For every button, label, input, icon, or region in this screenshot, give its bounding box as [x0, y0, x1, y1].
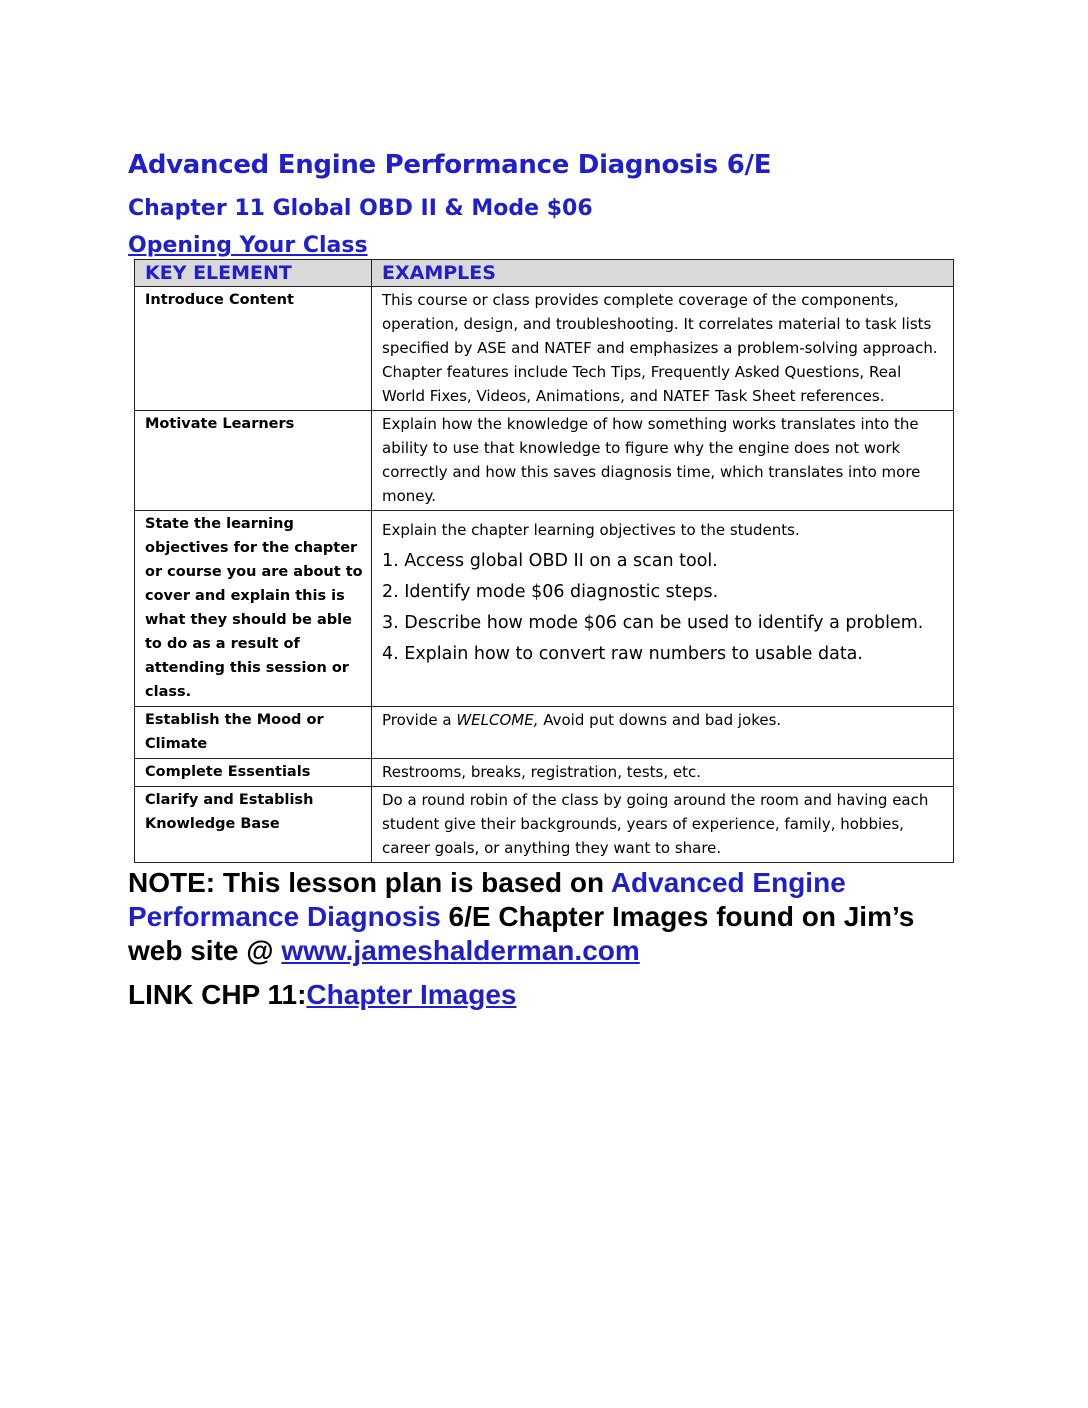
lesson-table — [134, 259, 954, 863]
objective-item: 2. Identify mode $06 diagnostic steps. — [382, 582, 719, 602]
example-cell: Explain how the knowledge of how something works translates into the ability to use that knowledge to figure why the engine does not work correctly and how this saves diagnosis time, which translates into more money. — [372, 411, 954, 511]
objectives-intro: Explain the chapter learning objectives to the students. — [382, 521, 800, 539]
table-row — [135, 787, 954, 863]
note-prefix: NOTE: This lesson plan is based on — [128, 867, 611, 898]
example-text: Provide a — [382, 711, 457, 729]
website-link[interactable]: www.jameshalderman.com — [281, 935, 640, 966]
objective-item: 1. Access global OBD II on a scan tool. — [382, 551, 718, 571]
example-cell: Do a round robin of the class by going around the room and having each student give their backgrounds, years of experience, family, hobbies, career goals, or anything they want to share. — [372, 787, 954, 863]
example-text: Avoid put downs and bad jokes. — [538, 711, 782, 729]
key-element-cell: Motivate Learners — [135, 411, 372, 511]
chapter-link-prefix: LINK CHP 11: — [128, 979, 307, 1010]
key-element-cell: Complete Essentials — [135, 759, 372, 787]
table-row — [135, 759, 954, 787]
example-cell — [372, 707, 954, 759]
column-header-examples: EXAMPLES — [372, 260, 954, 287]
table-row — [135, 287, 954, 411]
table-header-row — [135, 260, 954, 287]
key-element-cell: Introduce Content — [135, 287, 372, 411]
table-row — [135, 411, 954, 511]
chapter-link-line — [128, 978, 517, 1012]
table-row — [135, 511, 954, 707]
key-element-cell: State the learning objectives for the chapter or course you are about to cover and explain this is what they should be able to do as a result of attending this session or class. — [135, 511, 372, 707]
column-header-key-element: KEY ELEMENT — [135, 260, 372, 287]
section-heading: Opening Your Class — [128, 233, 368, 258]
key-element-cell: Clarify and Establish Knowledge Base — [135, 787, 372, 863]
example-cell — [372, 511, 954, 707]
key-element-cell: Establish the Mood or Climate — [135, 707, 372, 759]
note-paragraph — [128, 866, 948, 968]
example-cell: This course or class provides complete coverage of the components, operation, design, and troubleshooting. It correlates material to task lists specified by ASE and NATEF and emphasizes a problem-solving approach. Chapter features include Tech Tips, Frequently Asked Questions, Real World Fixes, Videos, Animations, and NATEF Task Sheet references. — [372, 287, 954, 411]
chapter-title: Chapter 11 Global OBD II & Mode $06 — [128, 196, 593, 221]
note-book-title: Advanced Engine Performance Diagnosis — [128, 867, 846, 932]
objective-item: 3. Describe how mode $06 can be used to identify a problem. — [382, 613, 924, 633]
welcome-emphasis: WELCOME, — [456, 711, 539, 729]
table-row — [135, 707, 954, 759]
objective-item: 4. Explain how to convert raw numbers to usable data. — [382, 644, 863, 664]
example-cell: Restrooms, breaks, registration, tests, etc. — [372, 759, 954, 787]
chapter-images-link[interactable]: Chapter Images — [306, 979, 517, 1010]
note-middle: 6/E Chapter Images found on Jim’s web site @ — [128, 901, 915, 966]
book-title: Advanced Engine Performance Diagnosis 6/E — [128, 150, 772, 180]
